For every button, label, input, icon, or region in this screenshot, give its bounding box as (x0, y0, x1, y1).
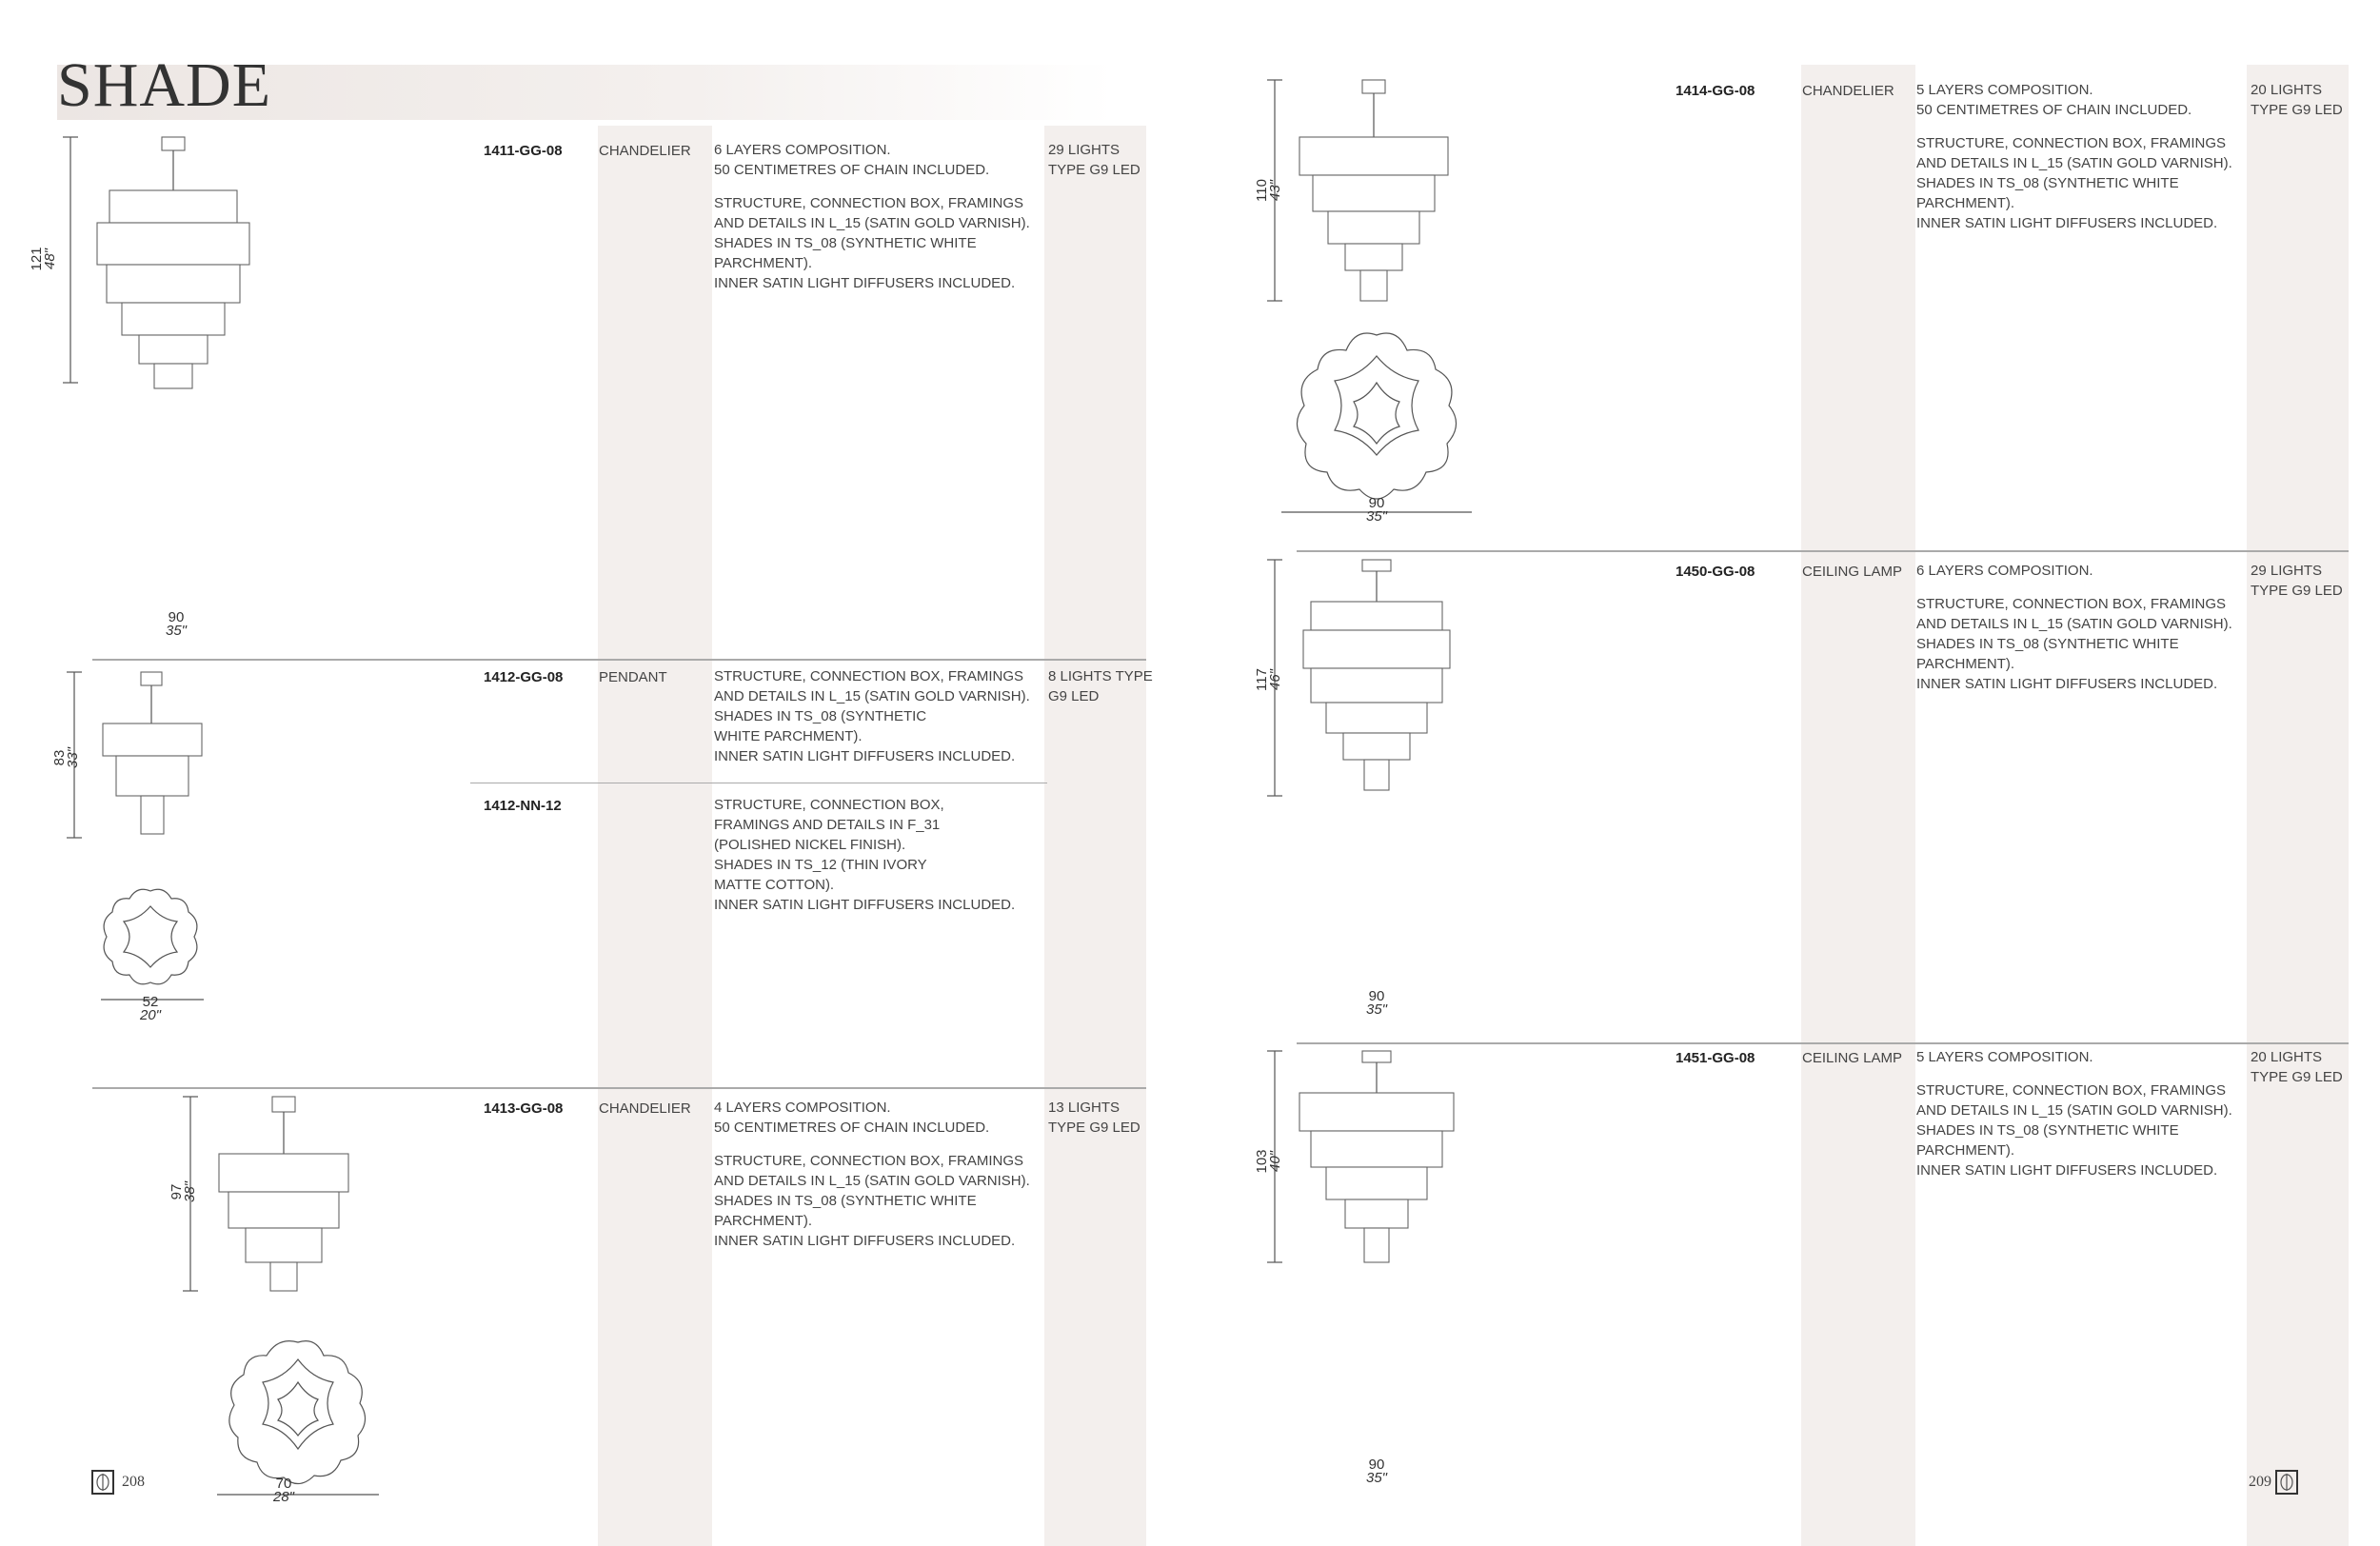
product-description: 4 LAYERS COMPOSITION. 50 CENTIMETRES OF CHAIN INCLUDED. STRUCTURE, CONNECTION BOX, FRAMINGS AND DETAILS IN L_15 (SATIN GOLD VARNISH). SHADES IN TS_08 (SYNTHETIC WHITE PARCHMENT). INNER SATIN LIGHT DIFFUSERS INCLUDED. (714, 1100, 1030, 1249)
width-dimension: 70 28" (272, 1476, 294, 1505)
product-code: 1411-GG-08 (484, 143, 563, 159)
product-code: 1413-GG-08 (484, 1100, 564, 1117)
height-dimension: 110 43" (1254, 179, 1283, 202)
product-type: CHANDELIER (599, 143, 691, 159)
product-lights: 13 LIGHTS TYPE G9 LED (1048, 1100, 1140, 1136)
ceiling-lamp-elevation-drawing (1261, 558, 1471, 796)
chandelier-elevation-drawing (179, 1095, 369, 1295)
product-lights: 29 LIGHTS TYPE G9 LED (1048, 142, 1140, 178)
product-description: 6 LAYERS COMPOSITION. STRUCTURE, CONNECTION BOX, FRAMINGS AND DETAILS IN L_15 (SATIN GOLD VARNISH). SHADES IN TS_08 (SYNTHETIC WHITE PARCHMENT). INNER SATIN LIGHT DIFFUSERS INCLUDED. (1916, 563, 2232, 692)
ceiling-lamp-elevation-drawing (1261, 1049, 1471, 1268)
band-right-lights-column (2247, 65, 2349, 1546)
product-description: STRUCTURE, CONNECTION BOX, FRAMINGS AND DETAILS IN L_15 (SATIN GOLD VARNISH). SHADES IN TS_08 (SYNTHETIC WHITE PARCHMENT). INNER SATIN LIGHT DIFFUSERS INCLUDED. (714, 668, 1030, 764)
page-title: SHADE (57, 50, 272, 120)
product-code: 1414-GG-08 (1676, 83, 1755, 99)
page-number-left: 208 (122, 1474, 145, 1490)
product-code: 1450-GG-08 (1676, 564, 1755, 580)
width-dimension: 90 35" (1365, 495, 1387, 525)
height-dimension: 117 46" (1254, 668, 1283, 691)
product-lights: 20 LIGHTS TYPE G9 LED (2251, 1049, 2343, 1085)
band-left-type-column (598, 126, 712, 1546)
pendant-plan-drawing (95, 883, 209, 1007)
product-lights: 8 LIGHTS TYPE G9 LED (1048, 668, 1153, 704)
height-dimension: 121 48" (29, 247, 58, 271)
chandelier-elevation-drawing (57, 133, 305, 390)
product-type: CHANDELIER (599, 1100, 691, 1117)
product-description: 6 LAYERS COMPOSITION. 50 CENTIMETRES OF CHAIN INCLUDED. STRUCTURE, CONNECTION BOX, FRAMINGS AND DETAILS IN L_15 (SATIN GOLD VARNISH). SHADES IN TS_08 (SYNTHETIC WHITE PARCHMENT). INNER SATIN LIGHT DIFFUSERS INCLUDED. (714, 142, 1030, 291)
product-type: CEILING LAMP (1802, 1050, 1903, 1066)
height-dimension: 97 38" (169, 1181, 198, 1203)
divider-rule (92, 1087, 1146, 1089)
width-dimension: 52 20" (139, 994, 161, 1023)
chandelier-plan-drawing (1281, 327, 1472, 518)
product-code: 1412-NN-12 (484, 798, 562, 814)
chandelier-elevation-drawing (1261, 76, 1471, 305)
product-type: PENDANT (599, 669, 667, 685)
divider-rule (1297, 550, 2349, 552)
width-dimension: 90 35" (1365, 1457, 1387, 1486)
band-left-lights-column (1044, 126, 1146, 1546)
height-dimension: 103 40" (1254, 1149, 1283, 1174)
brand-logo-icon (91, 1470, 114, 1495)
width-dimension: 90 35" (1365, 988, 1387, 1018)
divider-rule (92, 659, 1146, 661)
product-description: 5 LAYERS COMPOSITION. STRUCTURE, CONNECTION BOX, FRAMINGS AND DETAILS IN L_15 (SATIN GOLD VARNISH). SHADES IN TS_08 (SYNTHETIC WHITE PARCHMENT). INNER SATIN LIGHT DIFFUSERS INCLUDED. (1916, 1049, 2232, 1179)
band-right-type-column (1801, 65, 1915, 1546)
divider-rule (1297, 1042, 2349, 1044)
pendant-elevation-drawing (59, 670, 240, 842)
page-number-right: 209 (2249, 1474, 2271, 1490)
product-type: CEILING LAMP (1802, 564, 1903, 580)
product-lights: 20 LIGHTS TYPE G9 LED (2251, 82, 2343, 118)
width-dimension: 90 35" (165, 609, 187, 639)
product-lights: 29 LIGHTS TYPE G9 LED (2251, 563, 2343, 599)
product-code: 1412-GG-08 (484, 669, 564, 685)
brand-logo-icon (2275, 1470, 2298, 1495)
chandelier-plan-drawing (217, 1337, 379, 1498)
product-description: STRUCTURE, CONNECTION BOX, FRAMINGS AND DETAILS IN F_31 (POLISHED NICKEL FINISH). SHADES IN TS_12 (THIN IVORY MATTE COTTON). INNER SATIN LIGHT DIFFUSERS INCLUDED. (714, 797, 1016, 913)
product-type: CHANDELIER (1802, 83, 1894, 99)
product-description: 5 LAYERS COMPOSITION. 50 CENTIMETRES OF CHAIN INCLUDED. STRUCTURE, CONNECTION BOX, FRAMINGS AND DETAILS IN L_15 (SATIN GOLD VARNISH). SHADES IN TS_08 (SYNTHETIC WHITE PARCHMENT). INNER SATIN LIGHT DIFFUSERS INCLUDED. (1916, 82, 2232, 231)
product-code: 1451-GG-08 (1676, 1050, 1755, 1066)
height-dimension: 83 33" (51, 747, 81, 769)
